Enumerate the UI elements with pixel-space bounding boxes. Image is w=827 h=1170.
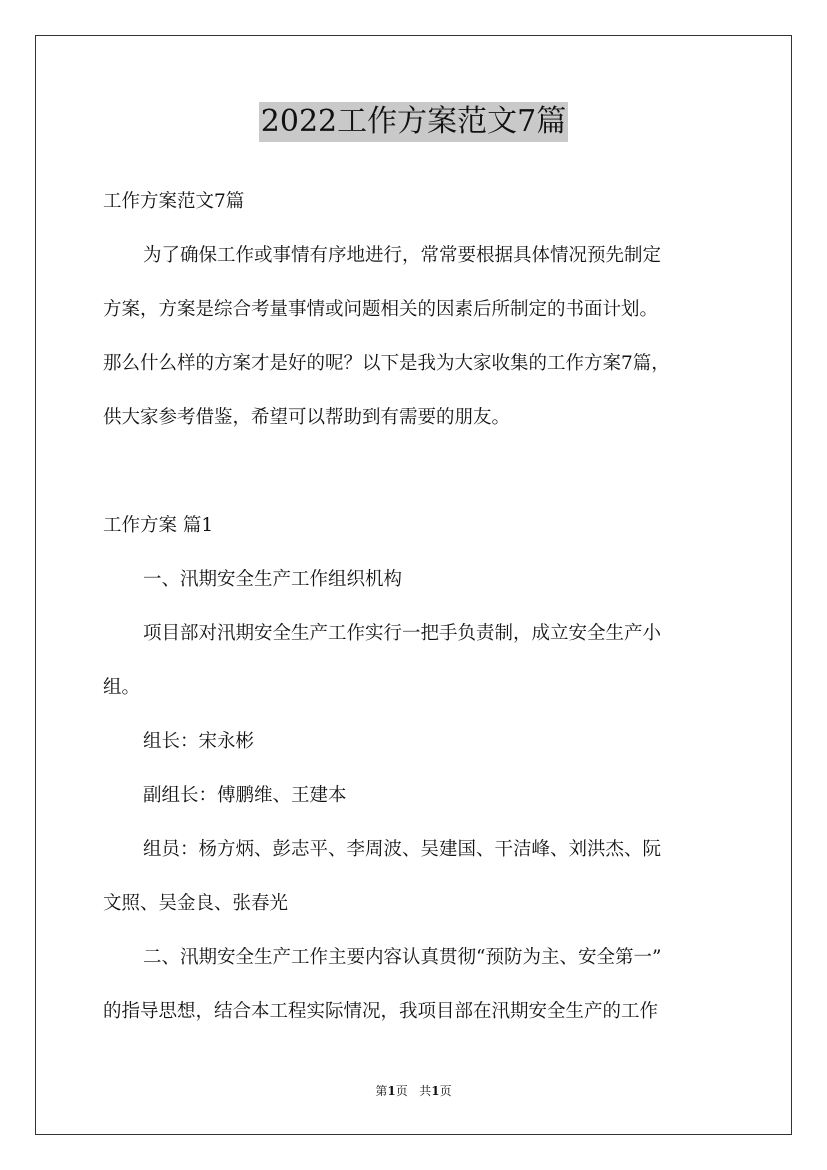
page-footer: [0, 1083, 827, 1099]
paragraph-line: 供大家参考借鉴，希望可以帮助到有需要的朋友。: [103, 407, 511, 428]
paragraph-line: 为了确保工作或事情有序地进行，常常要根据具体情况预先制定: [143, 245, 662, 266]
paragraph-line: 二、汛期安全生产工作主要内容认真贯彻“预防为主、安全第一”: [143, 947, 662, 968]
paragraph-line: 文照、吴金良、张春光: [103, 893, 289, 914]
paragraph-line: 项目部对汛期安全生产工作实行一把手负责制，成立安全生产小: [143, 623, 662, 644]
paragraph-line: 方案，方案是综合考量事情或问题相关的因素后所制定的书面计划。: [103, 299, 659, 320]
total-prefix: 共: [419, 1084, 432, 1098]
title-wrap: [0, 102, 827, 142]
paragraph-line: 那么什么样的方案才是好的呢？以下是我为大家收集的工作方案7篇，: [103, 353, 670, 374]
paragraph-line: 组。: [103, 677, 141, 698]
total-suffix: 页: [439, 1084, 452, 1098]
paragraph-line: 一、汛期安全生产工作组织机构: [143, 569, 403, 590]
total-pages: 1: [431, 1084, 440, 1098]
section-heading: 工作方案 篇1: [103, 515, 214, 536]
document-title: 2022工作方案范文7篇: [259, 102, 568, 142]
page-suffix: 页: [395, 1084, 408, 1098]
document-body: [103, 175, 728, 1039]
paragraph-gap: [103, 445, 728, 499]
paragraph-line: 副组长：傅鹏维、王建本: [143, 785, 347, 806]
paragraph-line: 组长：宋永彬: [143, 731, 255, 752]
page-number: 1: [387, 1084, 396, 1098]
paragraph-line: 的指导思想，结合本工程实际情况，我项目部在汛期安全生产的工作: [103, 1001, 659, 1022]
page-prefix: 第: [375, 1084, 388, 1098]
paragraph-line: 组员：杨方炳、彭志平、李周波、吴建国、干洁峰、刘洪杰、阮: [143, 839, 662, 860]
subtitle-line: 工作方案范文7篇: [103, 191, 245, 212]
